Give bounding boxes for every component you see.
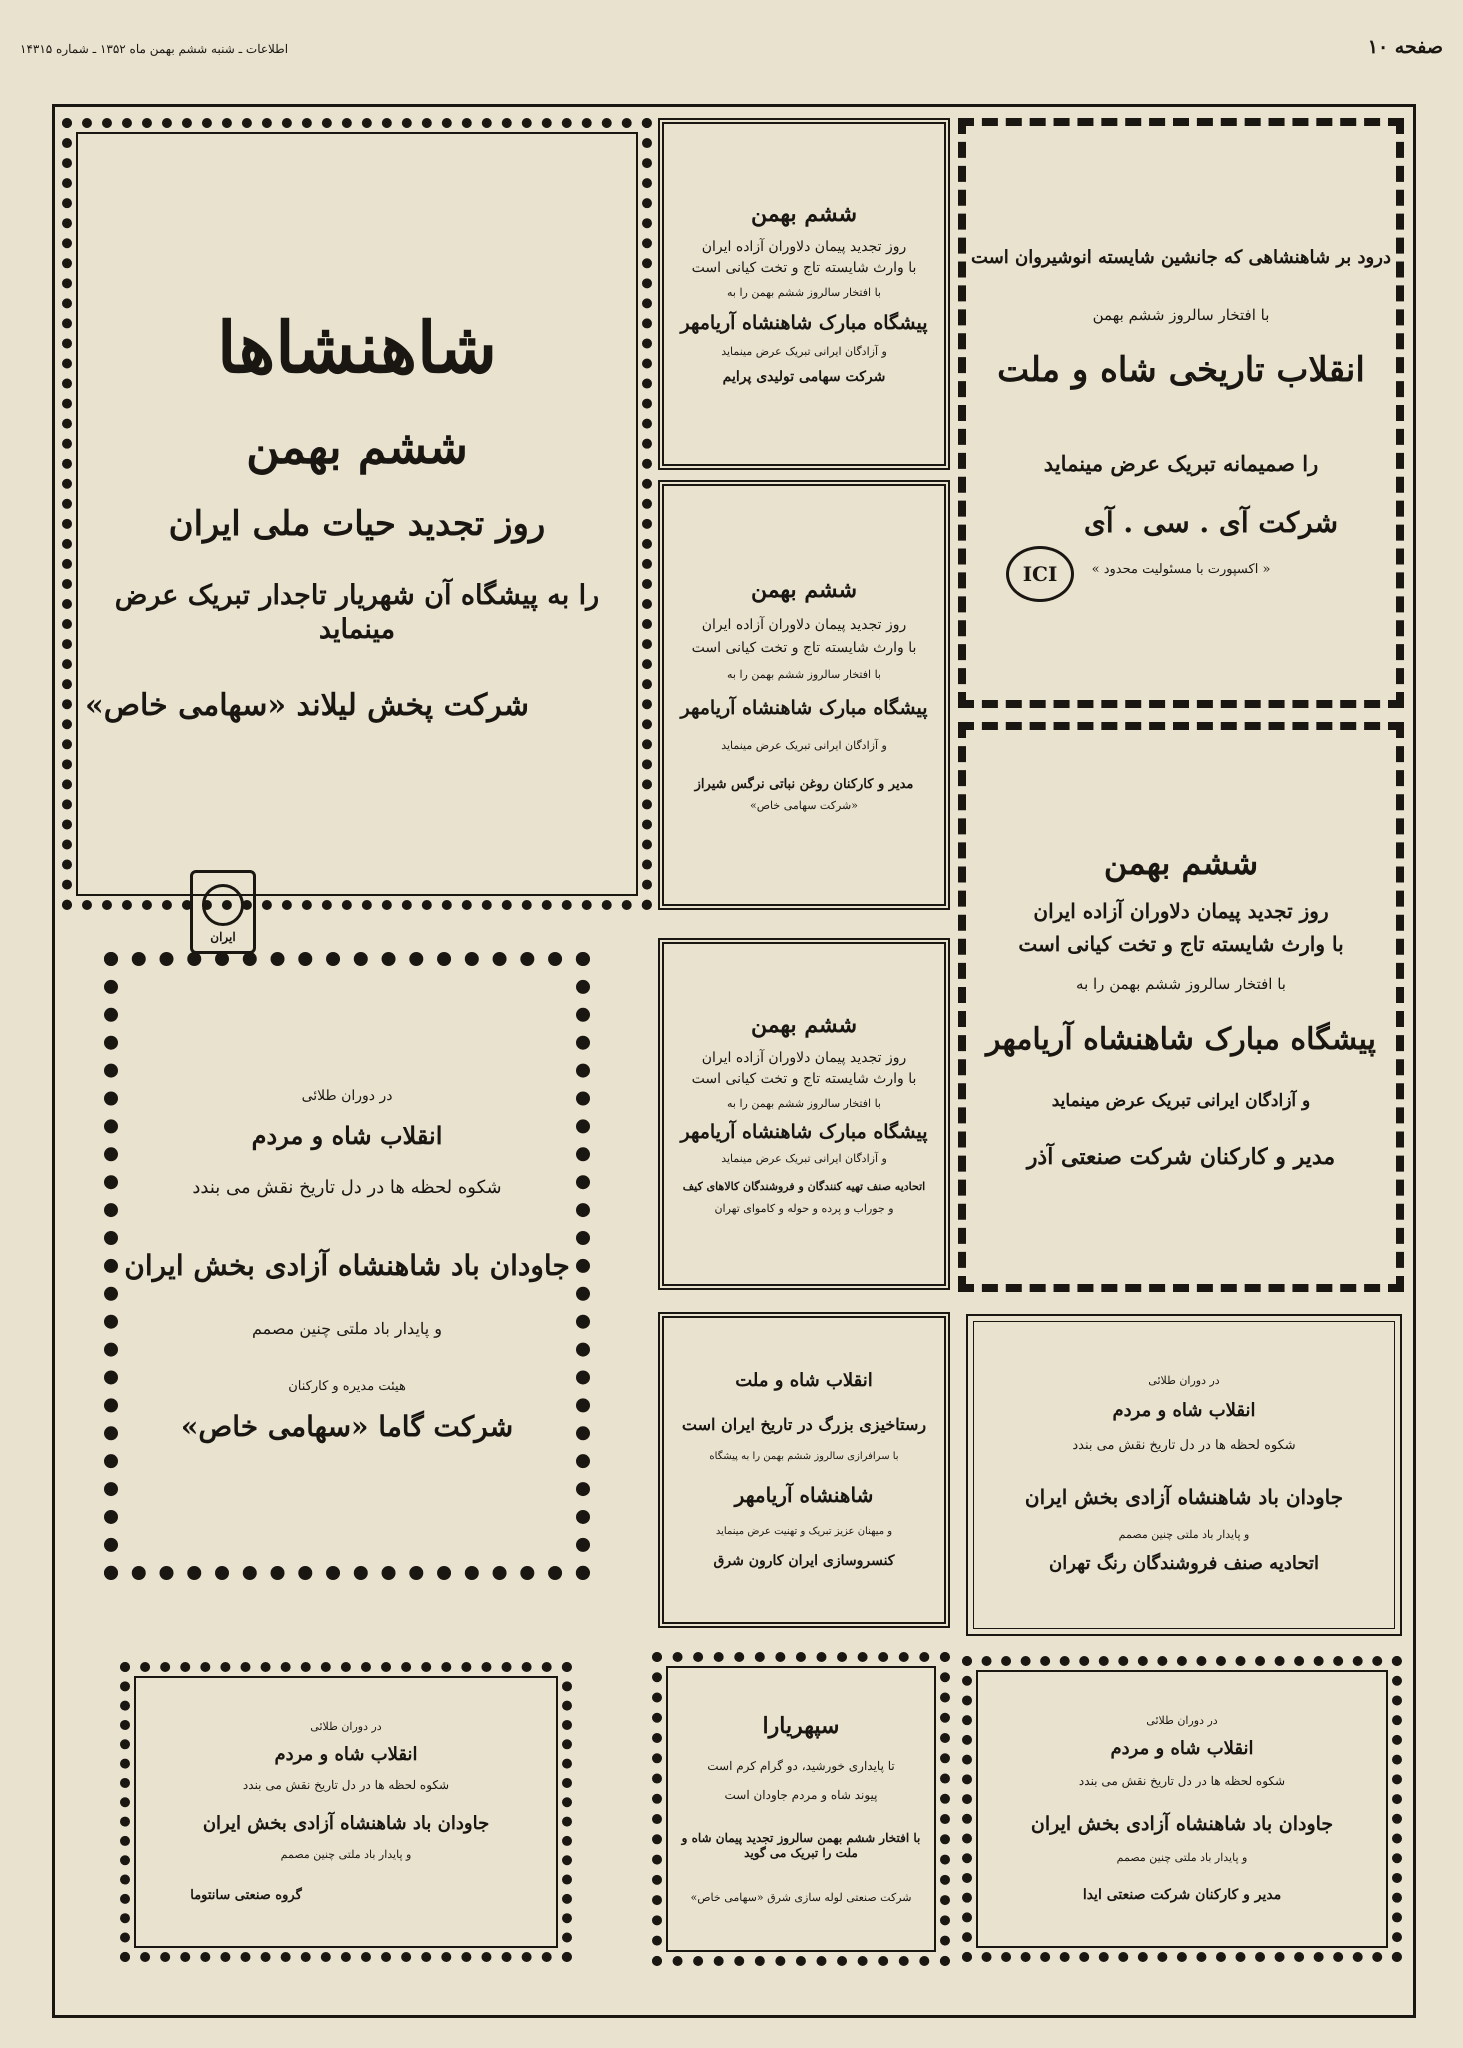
- ad-azar-title: ششم بهمن: [1103, 843, 1259, 882]
- page-number: صفحه ۱۰: [1367, 36, 1443, 58]
- ad-leyland-subtitle: ششم بهمن: [246, 420, 468, 475]
- ad-santoma-line: انقلاب شاه و مردم: [274, 1743, 418, 1765]
- ad-gama-line: و پایدار باد ملتی چنین مصمم: [251, 1318, 443, 1338]
- ad-azar-line: با وارث شایسته تاج و تخت کیانی است: [1018, 931, 1344, 956]
- ad-narges-title: ششم بهمن: [750, 577, 858, 604]
- ad-rang: [966, 1314, 1402, 1636]
- ad-narges: [658, 480, 950, 910]
- ad-ici-company-sub: « اکسپورت با مسئولیت محدود »: [1091, 562, 1271, 578]
- page-header: [20, 30, 1443, 70]
- ad-santoma-line: در دوران طلائی: [310, 1720, 382, 1734]
- ad-narges-line: با افتخار سالروز ششم بهمن را به: [727, 667, 881, 681]
- ad-ida-line: شکوه لحظه ها در دل تاریخ نقش می بندد: [1078, 1774, 1286, 1789]
- ad-santoma-line: شکوه لحظه ها در دل تاریخ نقش می بندد: [242, 1778, 450, 1793]
- ad-kif-line: با وارث شایسته تاج و تخت کیانی است: [691, 1071, 917, 1088]
- ad-karun-company: کنسروسازی ایران کارون شرق: [713, 1552, 895, 1569]
- ad-karun-line: رستاخیزی بزرگ در تاریخ ایران است: [681, 1414, 927, 1434]
- ad-karun-line: با سرافرازی سالروز ششم بهمن را به پیشگاه: [709, 1450, 899, 1462]
- ad-sehra-title: سپهریارا: [762, 1713, 840, 1740]
- ad-gama-line: شکوه لحظه ها در دل تاریخ نقش می بندد: [192, 1177, 502, 1199]
- ad-sehra-line: تا پایداری خورشید، دو گرام کرم است: [707, 1758, 895, 1773]
- ad-parim-title: ششم بهمن: [750, 201, 858, 228]
- ad-kif-line: با افتخار سالروز ششم بهمن را به: [727, 1096, 881, 1110]
- ad-rang-line: شکوه لحظه ها در دل تاریخ نقش می بندد: [1072, 1438, 1296, 1454]
- ad-azar-line: پیشگاه مبارک شاهنشاه آریامهر: [985, 1022, 1377, 1058]
- ad-kif-company-sub: و جوراب و پرده و حوله و کاموای تهران: [714, 1201, 894, 1215]
- ad-narges-company-sub: «شرکت سهامی خاص»: [750, 799, 858, 813]
- ad-rang-line: انقلاب شاه و مردم: [1112, 1399, 1256, 1421]
- ad-kif-title: ششم بهمن: [750, 1012, 858, 1039]
- ad-gama-line: انقلاب شاه و مردم: [251, 1121, 443, 1151]
- ad-kif-line: روز تجدید پیمان دلاوران آزاده ایران: [701, 1049, 907, 1066]
- ad-leyland-title: شاهنشاها: [216, 305, 498, 389]
- ad-parim-line: و آزادگان ایرانی تبریک عرض مینماید: [721, 345, 887, 359]
- ad-sehra: [652, 1652, 950, 1966]
- ad-santoma-line: جاودان باد شاهنشاه آزادی بخش ایران: [202, 1813, 490, 1835]
- ad-gama-line: هیئت مدیره و کارکنان: [288, 1378, 406, 1394]
- ad-narges-line: پیشگاه مبارک شاهنشاه آریامهر: [680, 697, 928, 720]
- ad-parim: [658, 118, 950, 470]
- ad-ici-company: شرکت آی . سی . آی: [1083, 506, 1339, 540]
- ad-leyland: [62, 118, 652, 944]
- ad-gama-company: شرکت گاما «سهامی خاص»: [180, 1410, 514, 1444]
- ad-ida: [962, 1656, 1402, 1962]
- ad-azar-line: روز تجدید پیمان دلاوران آزاده ایران: [1033, 898, 1329, 923]
- ad-santoma: [120, 1662, 572, 1962]
- ad-kif-line: پیشگاه مبارک شاهنشاه آریامهر: [680, 1120, 928, 1143]
- ad-ida-line: انقلاب شاه و مردم: [1110, 1737, 1254, 1759]
- ad-rang-line: جاودان باد شاهنشاه آزادی بخش ایران: [1024, 1484, 1344, 1509]
- ad-narges-line: و آزادگان ایرانی تبریک عرض مینماید: [721, 739, 887, 753]
- ad-narges-line: روز تجدید پیمان دلاوران آزاده ایران: [701, 616, 907, 633]
- ad-rang-line: در دوران طلائی: [1148, 1374, 1220, 1388]
- ad-azar-line: با افتخار سالروز ششم بهمن را به: [1076, 974, 1286, 993]
- ad-sehra-line: پیوند شاه و مردم جاودان است: [724, 1787, 878, 1802]
- ad-azar-company: مدیر و کارکنان شرکت صنعتی آذر: [1026, 1144, 1336, 1170]
- ad-leyland-company: شرکت پخش لیلاند «سهامی خاص»: [85, 687, 529, 723]
- ad-ici-line: با افتخار سالروز ششم بهمن: [1092, 305, 1270, 324]
- leyland-logo: [190, 870, 256, 954]
- ad-narges-company: مدیر و کارکنان روغن نباتی نرگس شیراز: [694, 776, 914, 792]
- ad-ida-company: مدیر و کارکنان شرکت صنعتی ایدا: [1082, 1886, 1282, 1903]
- ad-karun-line: و میهنان عزیز تبریک و تهنیت عرض مینماید: [715, 1526, 893, 1537]
- ad-leyland-line: روز تجدید حیات ملی ایران: [168, 503, 546, 544]
- ad-ici: [958, 118, 1404, 708]
- ad-santoma-company: گروه صنعتی سانتوما: [190, 1887, 302, 1903]
- ad-parim-line: با افتخار سالروز ششم بهمن را به: [727, 285, 881, 299]
- ad-ici-line: را صمیمانه تبریک عرض مینماید: [1043, 451, 1319, 477]
- ad-rang-line: و پایدار باد ملتی چنین مصمم: [1118, 1527, 1250, 1541]
- ad-ici-line: درود بر شاهنشاهی که جانشین شایسته انوشیروان است: [971, 247, 1391, 269]
- ad-gama: [104, 952, 590, 1580]
- ad-karun-title: انقلاب شاه و ملت: [735, 1370, 873, 1391]
- ad-rang-company: اتحادیه صنف فروشندگان رنگ تهران: [1049, 1553, 1319, 1575]
- ici-logo: ICI: [1006, 546, 1074, 602]
- ad-parim-line: با وارث شایسته تاج و تخت کیانی است: [691, 260, 917, 277]
- ad-sehra-company: شرکت صنعتی لوله سازی شرق «سهامی خاص»: [690, 1890, 912, 1904]
- ad-gama-line: جاودان باد شاهنشاه آزادی بخش ایران: [124, 1248, 570, 1282]
- ad-kif-line: و آزادگان ایرانی تبریک عرض مینماید: [721, 1152, 887, 1166]
- issue-info: اطلاعات ـ شنبه ششم بهمن ماه ۱۳۵۲ ـ شماره ۱۴۳۱۵: [20, 42, 289, 56]
- ad-ida-line: در دوران طلائی: [1146, 1713, 1218, 1727]
- ad-narges-line: با وارث شایسته تاج و تخت کیانی است: [691, 640, 917, 657]
- ad-gama-line: در دوران طلائی: [301, 1087, 393, 1104]
- ad-karun-line: شاهنشاه آریامهر: [734, 1483, 874, 1507]
- ad-parim-line: روز تجدید پیمان دلاوران آزاده ایران: [701, 238, 907, 255]
- ad-santoma-line: و پایدار باد ملتی چنین مصمم: [280, 1847, 412, 1861]
- ad-ida-line: جاودان باد شاهنشاه آزادی بخش ایران: [1030, 1813, 1334, 1836]
- ad-parim-company: شرکت سهامی تولیدی پرایم: [722, 369, 886, 386]
- ad-azar-line: و آزادگان ایرانی تبریک عرض مینماید: [1051, 1090, 1311, 1111]
- ad-ici-line: انقلاب تاریخی شاه و ملت: [997, 349, 1365, 390]
- ad-parim-line: پیشگاه مبارک شاهنشاه آریامهر: [680, 311, 928, 334]
- ad-kif-company: اتحادیه صنف تهیه کنندگان و فروشندگان کالاهای کیف: [682, 1180, 926, 1194]
- ad-karun: [658, 1312, 950, 1628]
- ad-ida-line: و پایدار باد ملتی چنین مصمم: [1116, 1850, 1248, 1864]
- ad-sehra-line: با افتخار ششم بهمن سالروز تجدید پیمان شاه و ملت را تبریک می گوید: [681, 1830, 921, 1860]
- ad-azar: [958, 722, 1404, 1292]
- ad-leyland-line: را به پیشگاه آن شهریار تاجدار تبریک عرض مینماید: [114, 580, 600, 645]
- ad-kif: [658, 938, 950, 1290]
- leyland-logo-text: ایران: [210, 929, 236, 944]
